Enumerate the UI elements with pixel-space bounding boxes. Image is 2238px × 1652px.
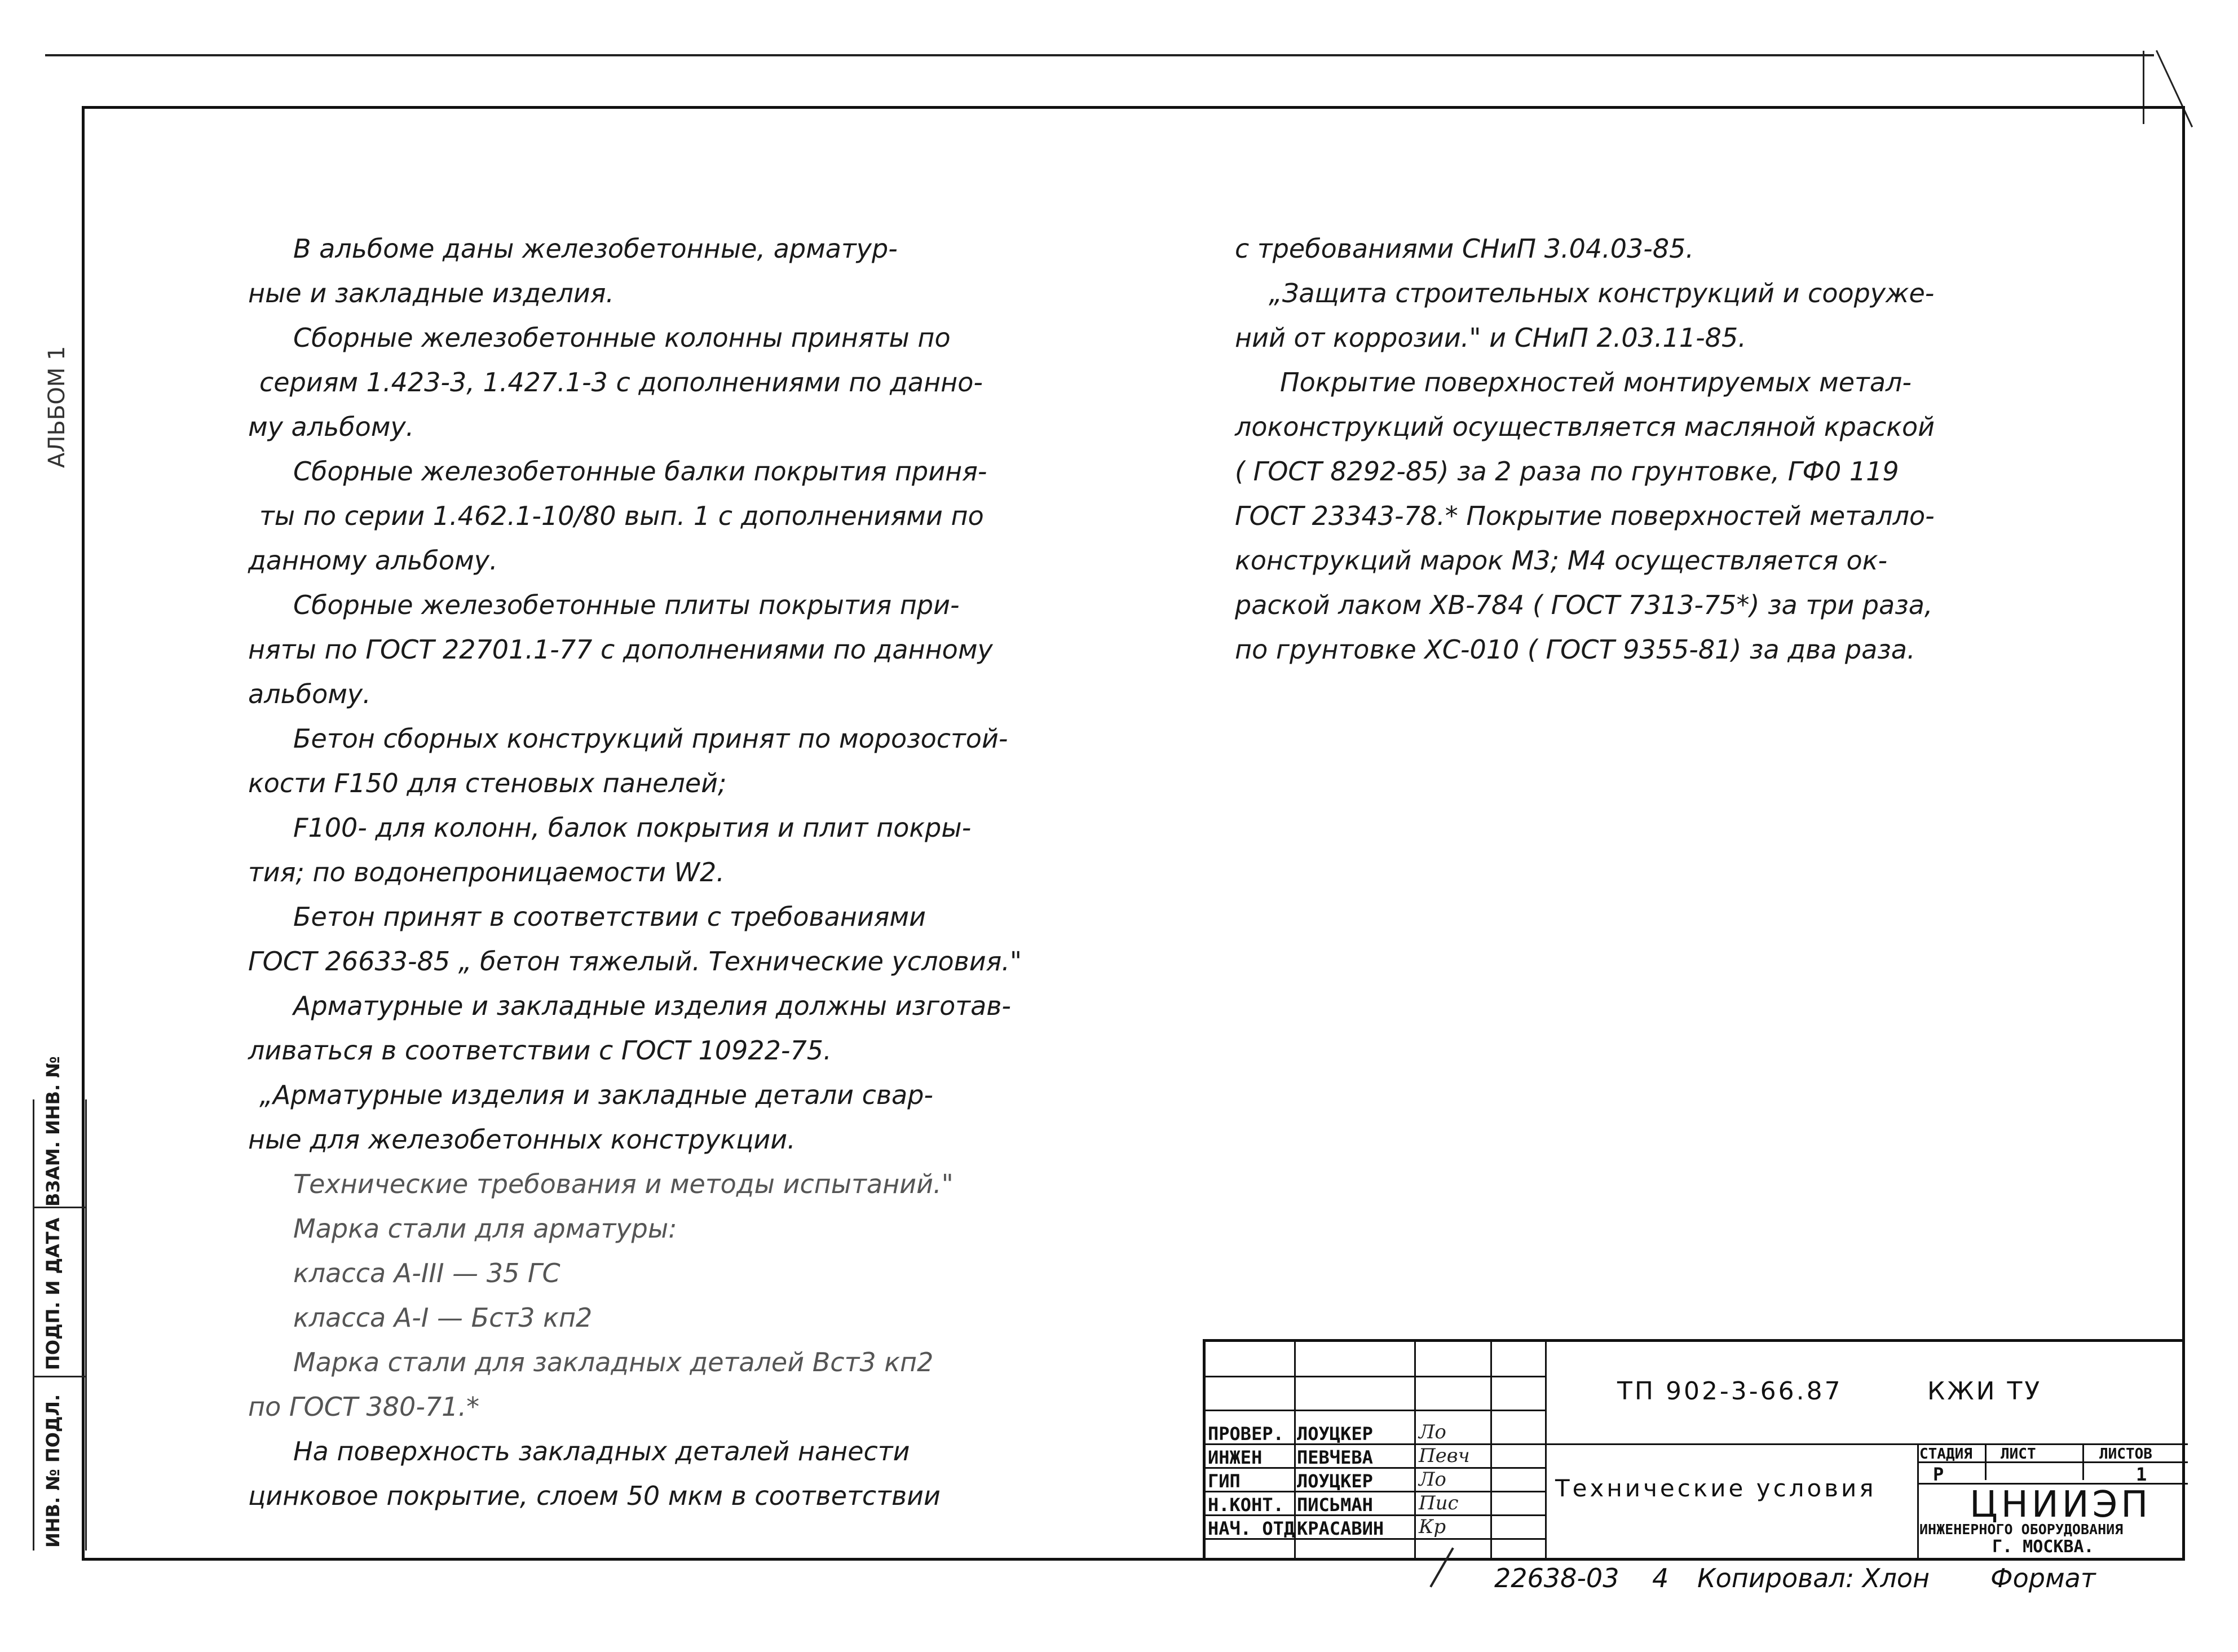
text-line: класса А-III — 35 ГС [293,1258,560,1288]
organization-name: ЦНИИЭП [1970,1484,2152,1526]
text-line: кости F150 для стеновых панелей; [248,768,727,798]
title-block-divider [1545,1342,1547,1561]
sheets-value: 1 [2136,1464,2147,1485]
text-line: Бетон принят в соответствии с требованиями [293,902,926,932]
text-line: Марка стали для арматуры: [293,1213,677,1244]
format-label: Формат [1990,1563,2096,1593]
title-block [1203,1339,2185,1561]
text-line: „Арматурные изделия и закладные детали свар- [259,1080,934,1110]
text-line: ливаться в соответствии с ГОСТ 10922-75. [248,1035,832,1066]
text-line: по грунтовке ХС-010 ( ГОСТ 9355-81) за два раза. [1235,634,1915,665]
role-nach-otd: НАЧ. ОТД [1208,1518,1295,1539]
role-inzhen: ИНЖЕН [1208,1447,1263,1468]
text-line: В альбоме даны железобетонные, арматур- [293,233,898,264]
title-block-row-line [1206,1376,1545,1377]
right-text-column [1235,227,2069,672]
text-line: ГОСТ 23343-78.* Покрытие поверхностей металло- [1235,501,1935,531]
text-line: Сборные железобетонные колонны приняты по [293,323,951,353]
text-line: F100- для колонн, балок покрытия и плит покры- [293,812,972,843]
text-line: сериям 1.423-3, 1.427.1-3 с дополнениями по данно- [259,367,983,397]
stage-value: Р [1933,1464,1944,1485]
name-lautsker: ЛОУЦКЕР [1297,1423,1373,1445]
text-line: Технические требования и методы испытаний." [293,1169,954,1199]
text-line: класса А-I — Бст3 кп2 [293,1302,593,1333]
name-krasavin: КРАСАВИН [1297,1518,1384,1539]
text-line: ний от коррозии." и СНиП 2.03.11-85. [1235,323,1746,353]
side-label-inv-podl: ИНВ. № ПОДЛ. [42,1394,64,1548]
text-line: цинковое покрытие, слоем 50 мкм в соответствии [248,1481,941,1511]
text-line: ные и закладные изделия. [248,278,615,308]
text-line: конструкций марок М3; М4 осуществляется ок- [1235,545,1888,576]
text-line: данному альбому. [248,545,498,576]
signature: Ло [1419,1468,1446,1491]
text-line: ные для железобетонных конструкции. [248,1124,796,1155]
document-type: КЖИ ТУ [1927,1377,2042,1406]
text-line: няты по ГОСТ 22701.1-77 с дополнениями по данному [248,634,993,665]
album-label: АЛЬБОМ 1 [44,346,70,468]
left-text-column [248,227,1116,1518]
title-block-divider [1490,1342,1492,1561]
copied-by: Копировал: Хлон [1697,1563,1930,1593]
document-code: ТП 902-3-66.87 [1617,1377,1843,1406]
text-line: Бетон сборных конструкций принят по морозостой- [293,723,1008,754]
text-line: по ГОСТ 380-71.* [248,1392,480,1422]
role-nkont: Н.КОНТ. [1208,1494,1284,1516]
signature: Ло [1419,1421,1446,1443]
side-label-vzam: ВЗАМ. ИНВ. № [42,1056,64,1207]
signature: Кр [1419,1516,1446,1538]
role-gip: ГИП [1208,1470,1241,1492]
name-pisman: ПИСЬМАН [1297,1494,1373,1516]
text-line: „Защита строительных конструкций и сооруже- [1269,278,1935,308]
title-block-divider [1414,1342,1416,1561]
signature: Пис [1419,1492,1459,1514]
text-line: альбому. [248,679,371,709]
side-label-podp-data: ПОДП. И ДАТА [42,1217,64,1370]
name-lautsker-2: ЛОУЦКЕР [1297,1470,1373,1492]
name-pevcheva: ПЕВЧЕВА [1297,1447,1373,1468]
text-line: ( ГОСТ 8292-85) за 2 раза по грунтовке, ГФ0 119 [1235,456,1899,487]
text-line: Сборные железобетонные плиты покрытия при- [293,590,960,620]
organization-subtitle: ИНЖЕНЕРНОГО ОБОРУДОВАНИЯ [1919,1521,2124,1538]
signature: Певч [1419,1445,1470,1467]
text-line: Покрытие поверхностей монтируемых метал- [1280,367,1912,397]
title-block-divider [2082,1443,2084,1480]
organization-city: Г. МОСКВА. [1992,1537,2094,1557]
text-line: Сборные железобетонные балки покрытия приня- [293,456,987,487]
stage-header: СТАДИЯ [1919,1446,1972,1463]
document-title: Технические условия [1555,1474,1877,1502]
text-line: локонструкций осуществляется масляной краской [1235,412,1935,442]
title-block-row-line [1206,1491,1545,1492]
sheet-index: 4 [1652,1563,1669,1593]
text-line: му альбому. [248,412,414,442]
text-line: На поверхность закладных деталей нанести [293,1436,910,1467]
text-line: ты по серии 1.462.1-10/80 вып. 1 с дополнениями по [259,501,984,531]
sheet-header: ЛИСТ [2001,1446,2036,1463]
role-prover: ПРОВЕР. [1208,1423,1284,1445]
text-line: тия; по водонепроницаемости W2. [248,857,725,887]
text-line: с требованиями СНиП 3.04.03-85. [1235,233,1694,264]
text-line: Арматурные и закладные изделия должны изготав- [293,991,1011,1021]
text-line: раской лаком ХВ-784 ( ГОСТ 7313-75*) за три раза, [1235,590,1933,620]
text-line: Марка стали для закладных деталей Вст3 кп2 [293,1347,934,1377]
inventory-number: 22638-03 [1494,1563,1619,1593]
top-trim-line [45,54,2154,56]
sheets-header: ЛИСТОВ [2099,1446,2152,1463]
title-block-row-line [1206,1410,1545,1411]
text-line: ГОСТ 26633-85 „ бетон тяжелый. Технические условия." [248,946,1022,977]
title-block-divider [1985,1443,1987,1480]
